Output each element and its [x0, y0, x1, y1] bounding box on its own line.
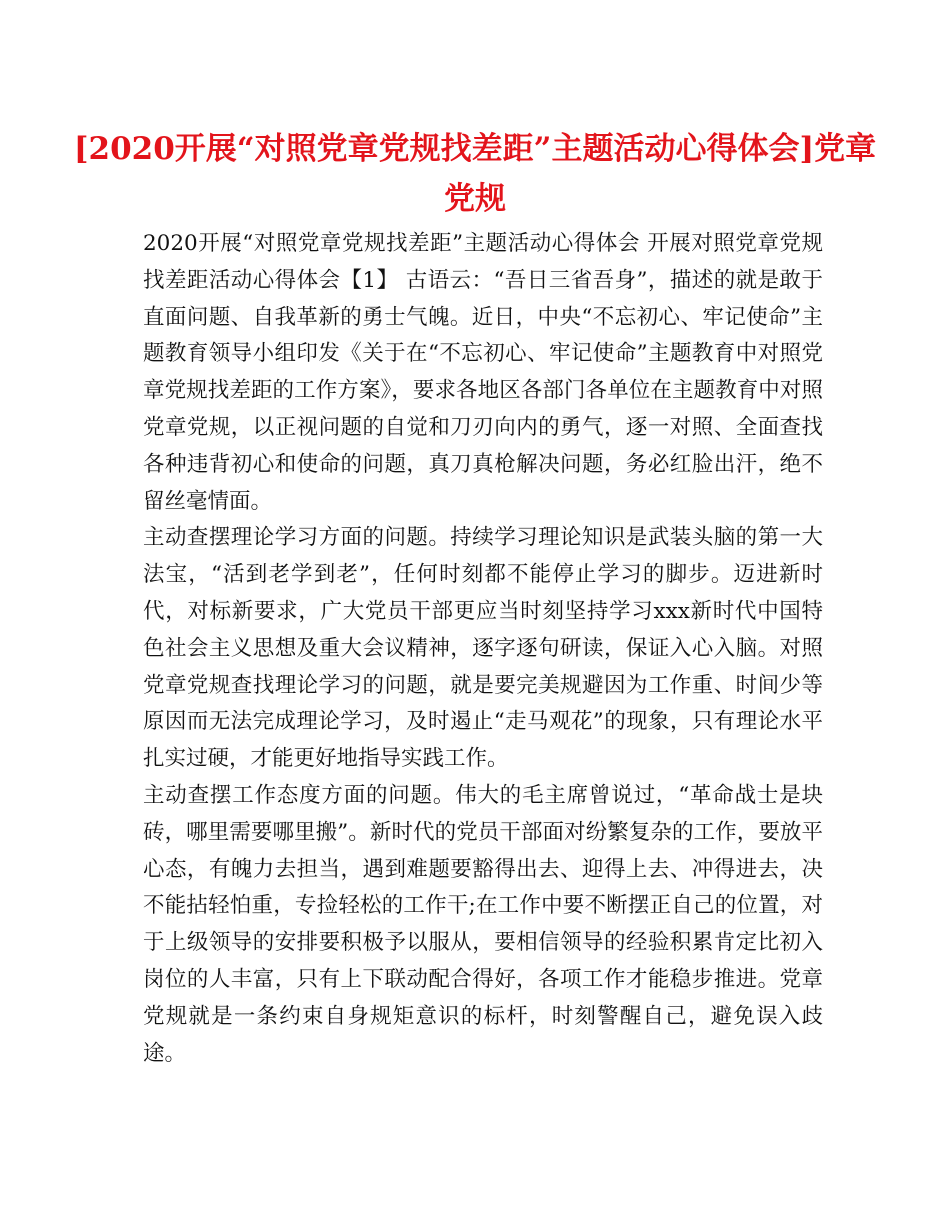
paragraph-theory-study: 主动查摆理论学习方面的问题。持续学习理论知识是武装头脑的第一大法宝，“活到老学到老”，任何时刻都不能停止学习的脚步。迈进新时代，对标新要求，广大党员干部更应当时刻坚持学习xxx新时代中国特色社会主义思想及重大会议精神，逐字逐句研读，保证入心入脑。对照党章党规查找理论学习的问题，就是要完美规避因为工作重、时间少等原因而无法完成理论学习，及时遏止“走马观花”的现象，只有理论水平扎实过硬，才能更好地指导实践工作。	[143, 525, 823, 772]
document-title: [2020开展“对照党章党规找差距”主题活动心得体会]党章党规	[73, 131, 877, 217]
document-body	[143, 226, 823, 1072]
paragraph-work-attitude: 主动查摆工作态度方面的问题。伟大的毛主席曾说过，“革命战士是块砖，哪里需要哪里搬”。新时代的党员干部面对纷繁复杂的工作，要放平心态，有魄力去担当，遇到难题要豁得出去、迎得上去、冲得进去，决不能拈轻怕重，专捡轻松的工作干;在工作中要不断摆正自己的位置，对于上级领导的安排要积极予以服从，要相信领导的经验积累肯定比初入岗位的人丰富，只有上下联动配合得好，各项工作才能稳步推进。党章党规就是一条约束自身规矩意识的标杆，时刻警醒自己，避免误入歧途。	[143, 782, 823, 1066]
paragraph-intro: 2020开展“对照党章党规找差距”主题活动心得体会 开展对照党章党规找差距活动心得体会【1】 古语云：“吾日三省吾身”，描述的就是敢于直面问题、自我革新的勇士气魄。近日，中央“不忘初心、牢记使命”主题教育领导小组印发《关于在“不忘初心、牢记使命”主题教育中对照党章党规找差距的工作方案》，要求各地区各部门各单位在主题教育中对照党章党规，以正视问题的自觉和刀刃向内的勇气，逐一对照、全面查找各种违背初心和使命的问题，真刀真枪解决问题，务必红脸出汗，绝不留丝毫情面。	[143, 231, 823, 514]
